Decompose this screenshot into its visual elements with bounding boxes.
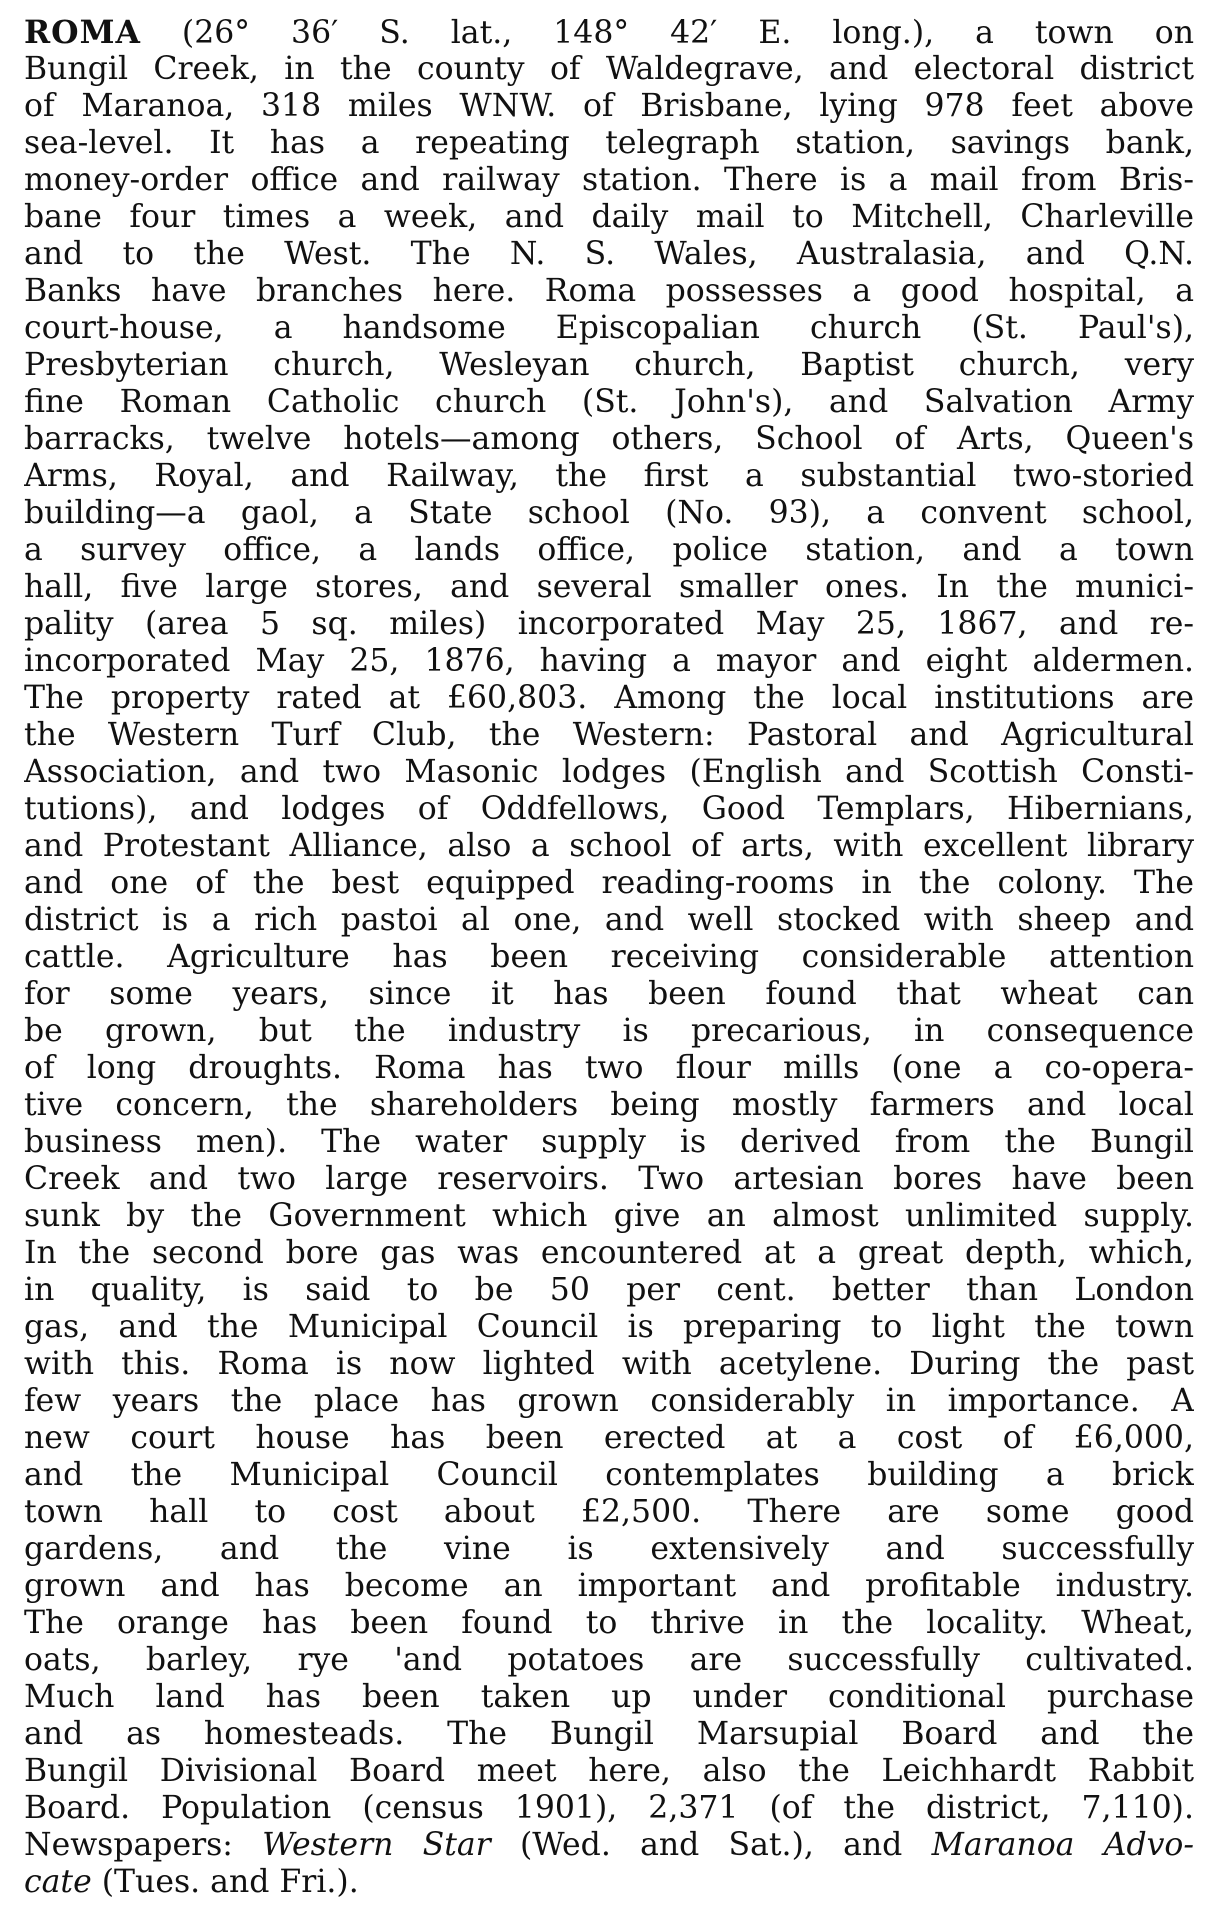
text-line [24, 51, 1194, 88]
text-line [24, 199, 1194, 236]
text-run: few years the place has grown considerably in importance. A [24, 1383, 1194, 1419]
text-run: Presbyterian church, Wesleyan church, Baptist church, very [24, 347, 1194, 383]
text-run: barracks, twelve hotels—among others, School of Arts, Queen's [24, 421, 1194, 457]
text-run: bane four times a week, and daily mail to Mitchell, Charleville [24, 199, 1194, 235]
text-line [24, 717, 1194, 754]
text-line [24, 1420, 1194, 1457]
text-run: a survey office, a lands office, police station, and a town [24, 532, 1194, 568]
text-run: Bungil Divisional Board meet here, also the Leichhardt Rabbit [24, 1753, 1194, 1789]
text-line [24, 865, 1194, 902]
text-line [24, 1716, 1194, 1753]
text-line [24, 125, 1194, 162]
text-run: and Protestant Alliance, also a school of arts, with excellent library [24, 828, 1194, 864]
text-line [24, 1827, 1194, 1864]
text-line [24, 791, 1194, 828]
text-line [24, 1605, 1194, 1642]
text-run: district is a rich pastoi al one, and well stocked with sheep and [24, 902, 1194, 938]
text-run: be grown, but the industry is precarious, in consequence [24, 1013, 1194, 1049]
text-line [24, 384, 1194, 421]
text-run: court-house, a handsome Episcopalian church (St. Paul's), [24, 310, 1194, 346]
text-run: building—a gaol, a State school (No. 93), a convent school, [24, 495, 1194, 531]
text-line [24, 1272, 1194, 1309]
text-run: oats, barley, rye 'and potatoes are successfully cultivated. [24, 1642, 1194, 1678]
text-run: Board. Population (census 1901), 2,371 (of the district, 7,110). [24, 1790, 1194, 1826]
text-line [24, 828, 1194, 865]
text-line [24, 1050, 1194, 1087]
text-run: The orange has been found to thrive in the locality. Wheat, [24, 1605, 1194, 1641]
text-line [24, 1642, 1194, 1679]
text-line [24, 1568, 1194, 1605]
text-run: cattle. Agriculture has been receiving considerable attention [24, 939, 1194, 975]
text-line [24, 680, 1194, 717]
entry-headword: ROMA [24, 14, 141, 51]
text-line [24, 1383, 1194, 1420]
text-run: and to the West. The N. S. Wales, Australasia, and Q.N. [24, 236, 1194, 272]
text-line [24, 976, 1194, 1013]
text-line [24, 1087, 1194, 1124]
text-run: Bungil Creek, in the county of Waldegrave, and electoral district [24, 51, 1194, 87]
text-run: sea-level. It has a repeating telegraph station, savings bank, [24, 125, 1194, 161]
text-line [24, 236, 1194, 273]
text-run: incorporated May 25, 1876, having a mayor and eight aldermen. [24, 643, 1194, 679]
text-run: of Maranoa, 318 miles WNW. of Brisbane, lying 978 feet above [24, 88, 1194, 124]
document-page [24, 14, 1194, 1904]
text-run: (26° 36′ S. lat., 148° 42′ E. long.), a town on [140, 15, 1194, 51]
text-run: business men). The water supply is derived from the Bungil [24, 1124, 1194, 1160]
text-line [24, 1161, 1194, 1198]
text-line [24, 273, 1194, 310]
text-line [24, 1531, 1194, 1568]
newspaper-title: cate [24, 1864, 92, 1900]
text-run: Newspapers: [24, 1827, 263, 1863]
text-line [24, 532, 1194, 569]
text-line [24, 1864, 1194, 1901]
newspaper-title: Maranoa Advo- [931, 1827, 1194, 1863]
text-line [24, 347, 1194, 384]
text-run: the Western Turf Club, the Western: Pastoral and Agricultural [24, 717, 1194, 753]
text-line [24, 1309, 1194, 1346]
text-run: (Tues. and Fri.). [91, 1864, 359, 1900]
text-run: (Wed. and Sat.), and [490, 1827, 932, 1863]
text-run: in quality, is said to be 50 per cent. better than London [24, 1272, 1194, 1308]
text-line [24, 1198, 1194, 1235]
text-line [24, 421, 1194, 458]
text-run: hall, five large stores, and several smaller ones. In the munici- [24, 569, 1194, 605]
text-run: and as homesteads. The Bungil Marsupial Board and the [24, 1716, 1194, 1752]
text-run: town hall to cost about £2,500. There are some good [24, 1494, 1194, 1530]
text-run: grown and has become an important and profitable industry. [24, 1568, 1194, 1604]
text-run: tutions), and lodges of Oddfellows, Good Templars, Hibernians, [24, 791, 1194, 827]
text-run: Much land has been taken up under conditional purchase [24, 1679, 1194, 1715]
text-run: and the Municipal Council contemplates building a brick [24, 1457, 1194, 1493]
text-line [24, 1013, 1194, 1050]
text-line [24, 1679, 1194, 1716]
text-run: new court house has been erected at a cost of £6,000, [24, 1420, 1194, 1456]
text-line [24, 606, 1194, 643]
text-line [24, 162, 1194, 199]
text-run: Banks have branches here. Roma possesses a good hospital, a [24, 273, 1194, 309]
text-line [24, 1124, 1194, 1161]
text-line [24, 1235, 1194, 1272]
text-run: The property rated at £60,803. Among the local institutions are [24, 680, 1194, 716]
text-run: with this. Roma is now lighted with acetylene. During the past [24, 1346, 1194, 1382]
text-line [24, 1790, 1194, 1827]
text-line [24, 88, 1194, 125]
text-line [24, 569, 1194, 606]
text-run: tive concern, the shareholders being mostly farmers and local [24, 1087, 1194, 1123]
text-line [24, 1457, 1194, 1494]
text-line [24, 754, 1194, 791]
text-run: and one of the best equipped reading-rooms in the colony. The [24, 865, 1194, 901]
text-run: for some years, since it has been found that wheat can [24, 976, 1194, 1012]
text-run: pality (area 5 sq. miles) incorporated May 25, 1867, and re- [24, 606, 1194, 642]
text-run: fine Roman Catholic church (St. John's), and Salvation Army [24, 384, 1194, 420]
text-run: In the second bore gas was encountered at a great depth, which, [24, 1235, 1194, 1271]
text-line [24, 495, 1194, 532]
text-line [24, 310, 1194, 347]
text-run: of long droughts. Roma has two flour mills (one a co-opera- [24, 1050, 1194, 1086]
text-run: sunk by the Government which give an almost unlimited supply. [24, 1198, 1194, 1234]
text-line [24, 458, 1194, 495]
text-run: gas, and the Municipal Council is preparing to light the town [24, 1309, 1194, 1345]
text-run: money-order office and railway station. There is a mail from Bris- [24, 162, 1194, 198]
gazetteer-entry-roma [24, 14, 1194, 1901]
text-line [24, 902, 1194, 939]
text-run: Association, and two Masonic lodges (English and Scottish Consti- [24, 754, 1194, 790]
newspaper-title: Western Star [262, 1827, 491, 1863]
text-run: Creek and two large reservoirs. Two artesian bores have been [24, 1161, 1194, 1197]
text-line [24, 939, 1194, 976]
text-run: Arms, Royal, and Railway, the first a substantial two-storied [24, 458, 1194, 494]
text-line [24, 1494, 1194, 1531]
text-line [24, 1346, 1194, 1383]
text-line [24, 1753, 1194, 1790]
text-line [24, 643, 1194, 680]
text-run: gardens, and the vine is extensively and successfully [24, 1531, 1194, 1567]
text-line [24, 14, 1194, 51]
